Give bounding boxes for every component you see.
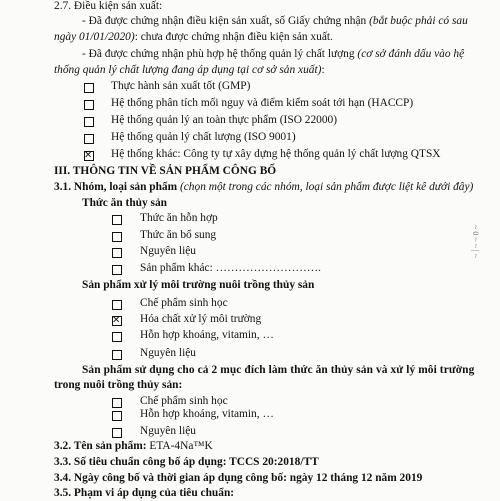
both-purpose-line-1: Sản phẩm sử dụng cho cả 2 mục đích làm thức ăn thủy sản và xử lý môi trường [82, 364, 475, 376]
feed-item-supplement: Thức ăn bổ sung [140, 229, 217, 241]
env-chemical-checkbox[interactable] [112, 316, 122, 326]
env-item-mineral: Hỗn hợp khoáng, vitamin, … [140, 329, 274, 341]
env-probiotic-checkbox[interactable] [112, 300, 122, 310]
both-mineral-checkbox[interactable] [112, 411, 122, 421]
both-item-probiotic: Chế phẩm sinh học [140, 395, 228, 407]
both-item-mineral: Hỗn hợp khoáng, vitamin, … [140, 408, 274, 420]
section-3-1: 3.1. Nhóm, loại sản phẩm (chọn một trong các nhóm, loại sản phẩm được liệt kê dưới đây) [54, 181, 474, 193]
feed-item-raw: Nguyên liệu [140, 245, 196, 257]
feed-item-other: Sản phẩm khác: ………………………. [140, 262, 321, 274]
condition-line-3: - Đã được chứng nhận phù hợp hệ thống quản lý chất lượng (cơ sở đánh dấu vào hệ [82, 48, 465, 60]
both-purpose-line-2: trong nuôi trồng thủy sản: [54, 379, 183, 391]
section-3-heading: III. THÔNG TIN VỀ SẢN PHẨM CÔNG BỐ [54, 165, 277, 177]
condition-line-2: ngày 01/01/2020): chưa được chứng nhận điều kiện sản xuất. [54, 31, 333, 43]
env-item-chemical: Hóa chất xử lý môi trường [140, 313, 262, 325]
env-raw-checkbox[interactable] [112, 350, 122, 360]
both-item-raw: Nguyên liệu [140, 425, 196, 437]
env-item-raw: Nguyên liệu [140, 347, 196, 359]
qms-item-gmp: Thực hành sản xuất tốt (GMP) [111, 80, 251, 92]
feed-supplement-checkbox[interactable] [112, 232, 122, 242]
iso22000-checkbox[interactable] [84, 117, 94, 127]
section-3-4: 3.4. Ngày công bố và thời gian áp dụng công bố: ngày 12 tháng 12 năm 2019 [54, 472, 423, 484]
qms-item-haccp: Hệ thống phân tích mối nguy và điểm kiểm soát tới hạn (HACCP) [111, 97, 414, 109]
other-system-checkbox[interactable] [84, 151, 94, 161]
iso9001-checkbox[interactable] [84, 134, 94, 144]
haccp-checkbox[interactable] [84, 100, 94, 110]
section-3-2: 3.2. Tên sản phẩm: ETA-4Na™K [54, 440, 213, 452]
qms-item-iso9001: Hệ thống quản lý chất lượng (ISO 9001) [111, 131, 296, 143]
qms-item-other: Hệ thống khác: Công ty tự xây dựng hệ thống quản lý chất lượng QTSX [111, 148, 441, 160]
feed-other-checkbox[interactable] [112, 265, 122, 275]
section-3-3: 3.3. Số tiêu chuẩn công bố áp dụng: TCCS 20:2018/TT [54, 456, 319, 468]
margin-handwritten-mark: ~ 0 ~ ~ | ~ [471, 225, 480, 258]
feed-mixed-checkbox[interactable] [112, 215, 122, 225]
section-3-5: 3.5. Phạm vi áp dụng của tiêu chuẩn: [54, 487, 235, 499]
feed-item-mixed: Thức ăn hỗn hợp [140, 212, 218, 224]
both-probiotic-checkbox[interactable] [112, 398, 122, 408]
feed-group-title: Thức ăn thủy sản [82, 197, 168, 209]
gmp-checkbox[interactable] [84, 83, 94, 93]
section-2-7-heading: 2.7. Điều kiện sản xuất: [54, 0, 163, 12]
qms-item-iso22000: Hệ thống quản lý an toàn thực phẩm (ISO 22000) [111, 114, 338, 126]
condition-line-1: - Đã được chứng nhận điều kiện sản xuất, số Giấy chứng nhận (bắt buộc phải có sau [82, 15, 468, 27]
env-item-probiotic: Chế phẩm sinh học [140, 297, 228, 309]
feed-raw-checkbox[interactable] [112, 248, 122, 258]
both-raw-checkbox[interactable] [112, 428, 122, 438]
env-mineral-checkbox[interactable] [112, 332, 122, 342]
condition-line-4: thống quản lý chất lượng đang áp dụng tại cơ sở sản xuất): [54, 64, 325, 76]
env-group-title: Sản phẩm xử lý môi trường nuôi trồng thủy sản [82, 279, 315, 291]
